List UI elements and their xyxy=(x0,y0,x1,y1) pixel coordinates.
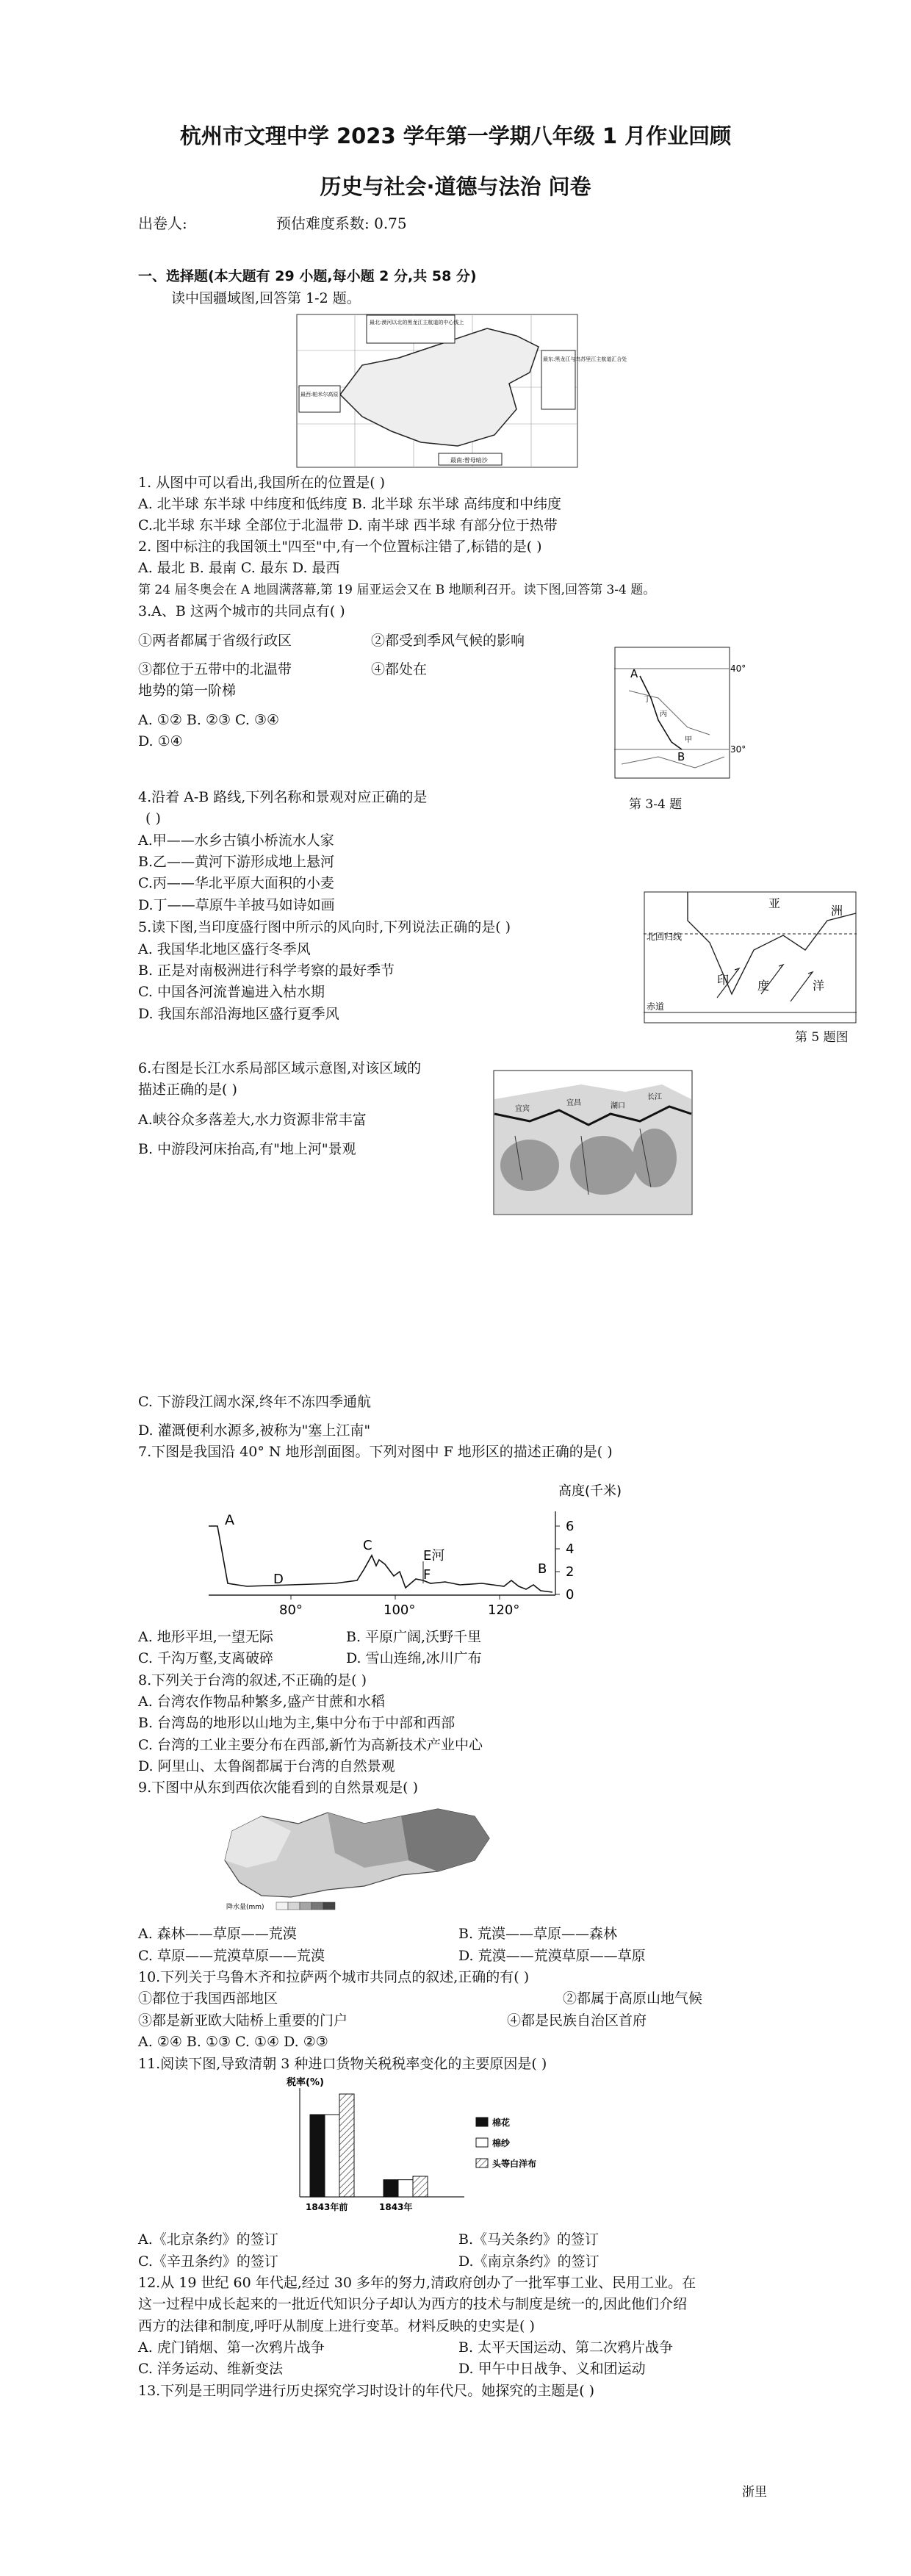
x-category-label: 1843年 xyxy=(379,2202,413,2212)
tariff-bar-chart xyxy=(273,2073,582,2228)
lat-30: 30° xyxy=(730,744,746,755)
map-q5-caption: 第 5 题图 xyxy=(795,1030,849,1045)
bar-棉花 xyxy=(384,2180,398,2197)
q13-stem: 13.下列是王明同学进行历史探究学习时设计的年代尺。她探究的主题是( ) xyxy=(138,2383,595,2399)
q11-option-a: A.《北京条约》的签订 xyxy=(138,2231,278,2248)
q4-option-b: B.乙——黄河下游形成地上悬河 xyxy=(138,854,335,870)
legend-label: 棉花 xyxy=(492,2118,511,2128)
q9-option-d: D. 荒漠——荒漠草原——草原 xyxy=(458,1948,646,1964)
footer-mark: 浙里 xyxy=(742,2485,767,2500)
label-a: A xyxy=(630,667,638,680)
q9-option-a: A. 森林——草原——荒漠 xyxy=(138,1926,297,1942)
q3-option-4: ④都处在 xyxy=(371,661,428,677)
q12-option-d: D. 甲午中日战争、义和团运动 xyxy=(458,2361,646,2377)
q3-option-1: ①两者都属于省级行政区 xyxy=(138,633,292,649)
map-q3-4 xyxy=(614,647,746,794)
q6-option-a: A.峡谷众多落差大,水力资源非常丰富 xyxy=(138,1112,367,1128)
q5-stem: 5.读下图,当印度盛行图中所示的风向时,下列说法正确的是( ) xyxy=(138,919,511,935)
label-du: 度 xyxy=(757,979,770,993)
legend-swatch xyxy=(476,2138,488,2147)
page-subtitle: 历史与社会·道德与法治 问卷 xyxy=(320,174,591,199)
author-label: 出卷人: xyxy=(138,215,187,232)
q8-option-c: C. 台湾的工业主要分布在西部,新竹为高新技术产业中心 xyxy=(138,1737,483,1753)
q7-option-d: D. 雪山连绵,冰川广布 xyxy=(346,1650,482,1666)
q5-option-c: C. 中国各河流普遍进入枯水期 xyxy=(138,984,325,1000)
bar-棉纱 xyxy=(398,2180,413,2197)
q3-choice-d: D. ①④ xyxy=(138,733,183,749)
q10-option-2: ②都属于高原山地气候 xyxy=(563,1990,703,2007)
q4-option-d: D.丁——草原牛羊披马如诗如画 xyxy=(138,897,335,913)
profile-x-tick-label: 100° xyxy=(384,1602,416,1618)
profile-x-ticks xyxy=(279,1595,519,1618)
label-yichang: 宜昌 xyxy=(566,1099,581,1107)
legend-swatch xyxy=(476,2118,488,2126)
q3-option-2: ②都受到季风气候的影响 xyxy=(371,633,525,649)
x-category-label: 1843年前 xyxy=(306,2202,348,2212)
legend-label: 头等白洋布 xyxy=(492,2159,537,2169)
q11-stem: 11.阅读下图,导致清朝 3 种进口货物关税税率变化的主要原因是( ) xyxy=(138,2056,547,2072)
terrain-profile-40N xyxy=(203,1473,639,1625)
label-yang: 洋 xyxy=(813,979,825,993)
label-yangtze: 长江 xyxy=(647,1093,662,1101)
q3-option-3: ③都位于五带中的北温带 xyxy=(138,661,292,677)
profile-y-tick-label: 4 xyxy=(566,1541,575,1557)
q9-option-c: C. 草原——荒漠草原——荒漠 xyxy=(138,1948,325,1964)
q6-stem: 6.右图是长江水系局部区域示意图,对该区域的 xyxy=(138,1060,422,1076)
label-yin: 印 xyxy=(717,973,730,987)
map1-right-label: 最东:黑龙江与乌苏里江主航道汇合处 xyxy=(543,356,627,362)
q9-stem: 9.下图中从东到西依次能看到的自然景观是( ) xyxy=(138,1780,418,1796)
q3-stem: 3.A、B 这两个城市的共同点有( ) xyxy=(138,603,345,619)
profile-x-tick-label: 120° xyxy=(488,1602,520,1618)
map-q3-4-caption: 第 3-4 题 xyxy=(629,797,683,812)
profile-label-d: D xyxy=(273,1572,284,1587)
q9-option-b: B. 荒漠——草原——森林 xyxy=(458,1926,618,1942)
bar-棉花 xyxy=(310,2115,325,2197)
q8-stem: 8.下列关于台湾的叙述,不正确的是( ) xyxy=(138,1672,367,1688)
label-jia: 甲 xyxy=(685,736,692,744)
q5-option-b: B. 正是对南极洲进行科学考察的最好季节 xyxy=(138,963,395,979)
map1-left-label: 最西:帕米尔高原 xyxy=(300,392,339,397)
legend-swatch xyxy=(476,2159,488,2167)
label-yibin: 宜宾 xyxy=(515,1105,530,1113)
china-territory-map xyxy=(296,314,627,468)
q12-line3: 西方的法律和制度,呼吁从制度上进行变革。材料反映的史实是( ) xyxy=(138,2318,535,2334)
q11-option-b: B.《马关条约》的签订 xyxy=(458,2231,599,2248)
profile-y-ticks xyxy=(555,1519,574,1602)
q12-line2: 这一过程中成长起来的一批近代知识分子却认为西方的技术与制度是统一的,因此他们介绍 xyxy=(138,2296,688,2312)
chart-ylabel: 税率(%) xyxy=(287,2077,324,2088)
equator-label: 赤道 xyxy=(647,1001,665,1012)
section-intro: 读中国疆域图,回答第 1-2 题。 xyxy=(171,290,361,306)
q12-option-a: A. 虎门销烟、第一次鸦片战争 xyxy=(138,2339,325,2356)
q10-option-3: ③都是新亚欧大陆桥上重要的门户 xyxy=(138,2012,348,2029)
map-q5-india-monsoon xyxy=(644,891,857,1023)
q11-option-d: D.《南京条约》的签订 xyxy=(458,2253,599,2270)
section-heading: 一、选择题(本大题有 29 小题,每小题 2 分,共 58 分) xyxy=(138,268,477,284)
q11-option-c: C.《辛丑条约》的签订 xyxy=(138,2253,278,2270)
legend-label: 棉纱 xyxy=(492,2138,511,2148)
q8-option-d: D. 阿里山、太鲁阁都属于台湾的自然景观 xyxy=(138,1758,395,1774)
profile-unit-label: 高度(千米) xyxy=(558,1483,622,1499)
profile-label-e: E河 xyxy=(423,1548,445,1564)
map-q6-yangtze xyxy=(493,1070,693,1215)
profile-label-f: F xyxy=(423,1567,431,1583)
q8-option-b: B. 台湾岛的地形以山地为主,集中分布于中部和西部 xyxy=(138,1715,455,1731)
q3-choices: A. ①② B. ②③ C. ③④ xyxy=(138,712,280,728)
profile-y-tick-label: 0 xyxy=(566,1587,575,1602)
q6-option-d: D. 灌溉便利水源多,被称为"塞上江南" xyxy=(138,1422,371,1439)
profile-x-tick-label: 80° xyxy=(279,1602,303,1618)
intro-q3-4: 第 24 届冬奥会在 A 地圆满落幕,第 19 届亚运会又在 B 地顺利召开。读下图,回答第 3-4 题。 xyxy=(138,583,656,597)
profile-label-b: B xyxy=(538,1561,547,1577)
map-q9-precipitation xyxy=(217,1802,497,1919)
q3-option-4-cont: 地势的第一阶梯 xyxy=(138,683,237,699)
label-b: B xyxy=(677,750,685,763)
q5-option-a: A. 我国华北地区盛行冬季风 xyxy=(138,941,311,957)
profile-y-tick-label: 2 xyxy=(566,1564,575,1580)
q1-options-cd: C.北半球 东半球 全部位于北温带 D. 南半球 西半球 有部分位于热带 xyxy=(138,517,558,533)
q10-choices: A. ②④ B. ①③ C. ①④ D. ②③ xyxy=(138,2034,328,2050)
profile-label-c: C xyxy=(363,1538,372,1553)
label-hukou: 湖口 xyxy=(611,1102,625,1110)
q2-stem: 2. 图中标注的我国领土"四至"中,有一个位置标注错了,标错的是( ) xyxy=(138,539,542,555)
q12-option-b: B. 太平天国运动、第二次鸦片战争 xyxy=(458,2339,674,2356)
q7-stem: 7.下图是我国沿 40° N 地形剖面图。下列对图中 F 地形区的描述正确的是( ) xyxy=(138,1444,613,1460)
q7-option-b: B. 平原广阔,沃野千里 xyxy=(346,1629,482,1645)
label-bing: 丙 xyxy=(660,710,667,719)
q12-line1: 12.从 19 世纪 60 年代起,经过 30 多年的努力,清政府创办了一批军事工业、民用工业。在 xyxy=(138,2275,696,2291)
page-title: 杭州市文理中学 2023 学年第一学期八年级 1 月作业回顾 xyxy=(179,123,732,148)
label-zhou: 洲 xyxy=(831,904,843,918)
difficulty-label: 预估难度系数: 0.75 xyxy=(276,215,407,232)
q7-option-c: C. 千沟万壑,支离破碎 xyxy=(138,1650,273,1666)
precip-legend xyxy=(276,1902,335,1910)
q6-option-b: B. 中游段河床抬高,有"地上河"景观 xyxy=(138,1141,356,1157)
q4-option-a: A.甲——水乡古镇小桥流水人家 xyxy=(138,832,334,849)
tropic-label: 北回归线 xyxy=(647,932,683,942)
precip-legend-label: 降水量(mm) xyxy=(226,1904,264,1911)
q10-option-4: ④都是民族自治区首府 xyxy=(507,2012,647,2029)
q4-option-c: C.丙——华北平原大面积的小麦 xyxy=(138,875,334,891)
q6-stem-cont: 描述正确的是( ) xyxy=(138,1082,237,1098)
profile-label-a: A xyxy=(225,1512,234,1528)
bar-头等白洋布 xyxy=(339,2094,354,2197)
lat-40: 40° xyxy=(730,663,746,674)
map1-top-label: 最北:漠河以北的黑龙江主航道的中心线上 xyxy=(370,320,464,325)
map1-bottom-label: 最南:曾母暗沙 xyxy=(450,457,488,464)
q10-stem: 10.下列关于乌鲁木齐和拉萨两个城市共同点的叙述,正确的有( ) xyxy=(138,1969,530,1985)
q4-paren: ( ) xyxy=(145,810,161,827)
q7-option-a: A. 地形平坦,一望无际 xyxy=(138,1629,273,1645)
q5-option-d: D. 我国东部沿海地区盛行夏季风 xyxy=(138,1006,339,1022)
label-ding: 丁 xyxy=(644,696,651,704)
profile-y-tick-label: 6 xyxy=(566,1519,575,1534)
bar-棉纱 xyxy=(325,2115,339,2197)
q10-option-1: ①都位于我国西部地区 xyxy=(138,1990,278,2007)
bar-头等白洋布 xyxy=(413,2176,428,2197)
q1-options-ab: A. 北半球 东半球 中纬度和低纬度 B. 北半球 东半球 高纬度和中纬度 xyxy=(138,496,562,512)
q1-stem: 1. 从图中可以看出,我国所在的位置是( ) xyxy=(138,475,386,491)
q4-stem: 4.沿着 A-B 路线,下列名称和景观对应正确的是 xyxy=(138,789,428,805)
q12-option-c: C. 洋务运动、维新变法 xyxy=(138,2361,283,2377)
q6-option-c: C. 下游段江阔水深,终年不冻四季通航 xyxy=(138,1394,371,1410)
q8-option-a: A. 台湾农作物品种繁多,盛产甘蔗和水稻 xyxy=(138,1694,385,1710)
label-asia: 亚 xyxy=(768,896,781,910)
profile-curve xyxy=(209,1526,552,1592)
q2-options: A. 最北 B. 最南 C. 最东 D. 最西 xyxy=(138,560,340,576)
